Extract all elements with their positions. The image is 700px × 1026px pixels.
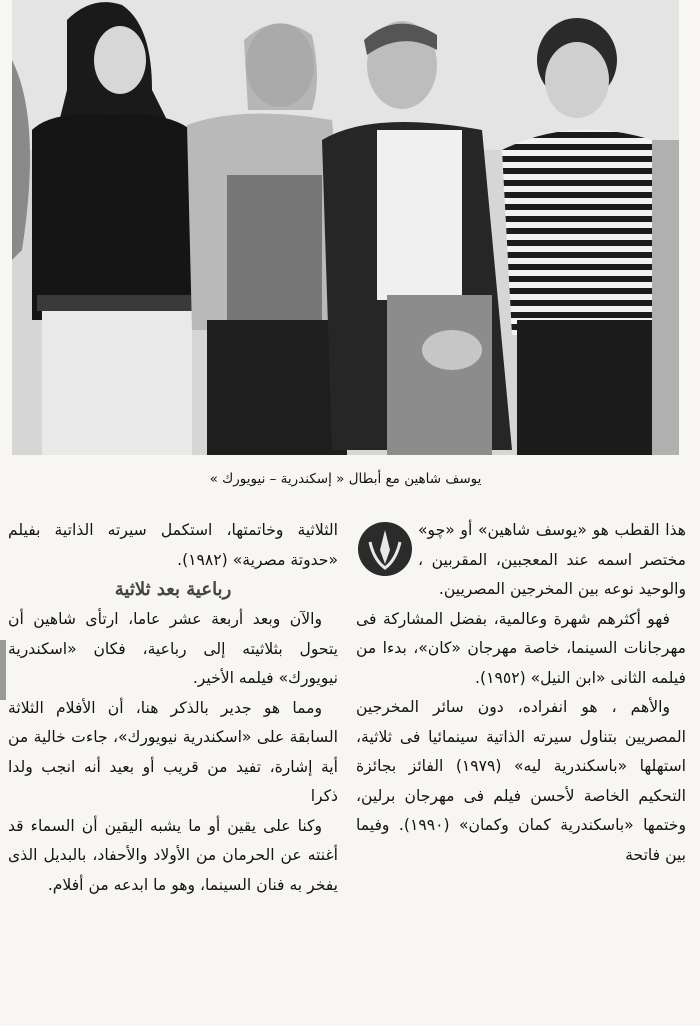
article-left-column	[8, 516, 338, 900]
article-right-column	[356, 516, 686, 870]
article-paragraph: وكنا على يقين أو ما يشبه اليقين أن السماء قد أغنته عن الحرمان من الأولاد والأحفاد، بالبديل الذى يفخر به فنان السينما، وهو ما ابدعه من أفلام.	[8, 816, 338, 894]
article-subheading: رباعية بعد ثلاثية	[114, 579, 232, 600]
article-paragraph: فهو أكثرهم شهرة وعالمية، بفضل المشاركة فى مهرجانات السينما، خاصة مهرجان «كان»، بدءا من فيلمه الثانى «ابن النيل» (١٩٥٢).	[356, 609, 686, 687]
news-photo	[12, 0, 679, 455]
article-paragraph: الثلاثية وخاتمتها، استكمل سيرته الذاتية بفيلم «حدوتة مصرية» (١٩٨٢).	[8, 521, 338, 569]
pen-emblem-icon	[356, 520, 414, 578]
article-paragraph: والآن وبعد أربعة عشر عاما، ارتأى شاهين أن يتحول بثلاثيته إلى رباعية، فكان «اسكندرية نيويورك» فيلمه الأخير.	[8, 610, 338, 687]
photo-image	[12, 0, 679, 455]
page-edge-mark	[0, 640, 6, 700]
article-paragraph: ومما هو جدير بالذكر هنا، أن الأفلام الثلاثة السابقة على «اسكندرية نيويورك»، جاءت خالية من أية إشارة، تفيد من قريب أو بعيد أنه انجب ولدا ذكرا	[8, 698, 338, 805]
article-paragraph: والأهم ، هو انفراده، دون سائر المخرجين المصريين بتناول سيرته الذاتية سينمائيا فى ثلاثية، استهلها «باسكندرية ليه» (١٩٧٩) الفائز بجائزة التحكيم الخاصة لأحسن فيلم فى مهرجان برلين، وختمها «باسكندرية كمان وكمان» (١٩٩٠). وفيما بين فاتحة	[356, 698, 687, 864]
photo-caption: يوسف شاهين مع أبطال « إسكندرية – نيويورك »	[209, 471, 482, 487]
article-paragraph: هذا القطب هو «يوسف شاهين» أو «چو» مختصر اسمه عند المعجبين، المقربين ، والوحيد نوعه بين المخرجين المصريين.	[418, 521, 686, 598]
